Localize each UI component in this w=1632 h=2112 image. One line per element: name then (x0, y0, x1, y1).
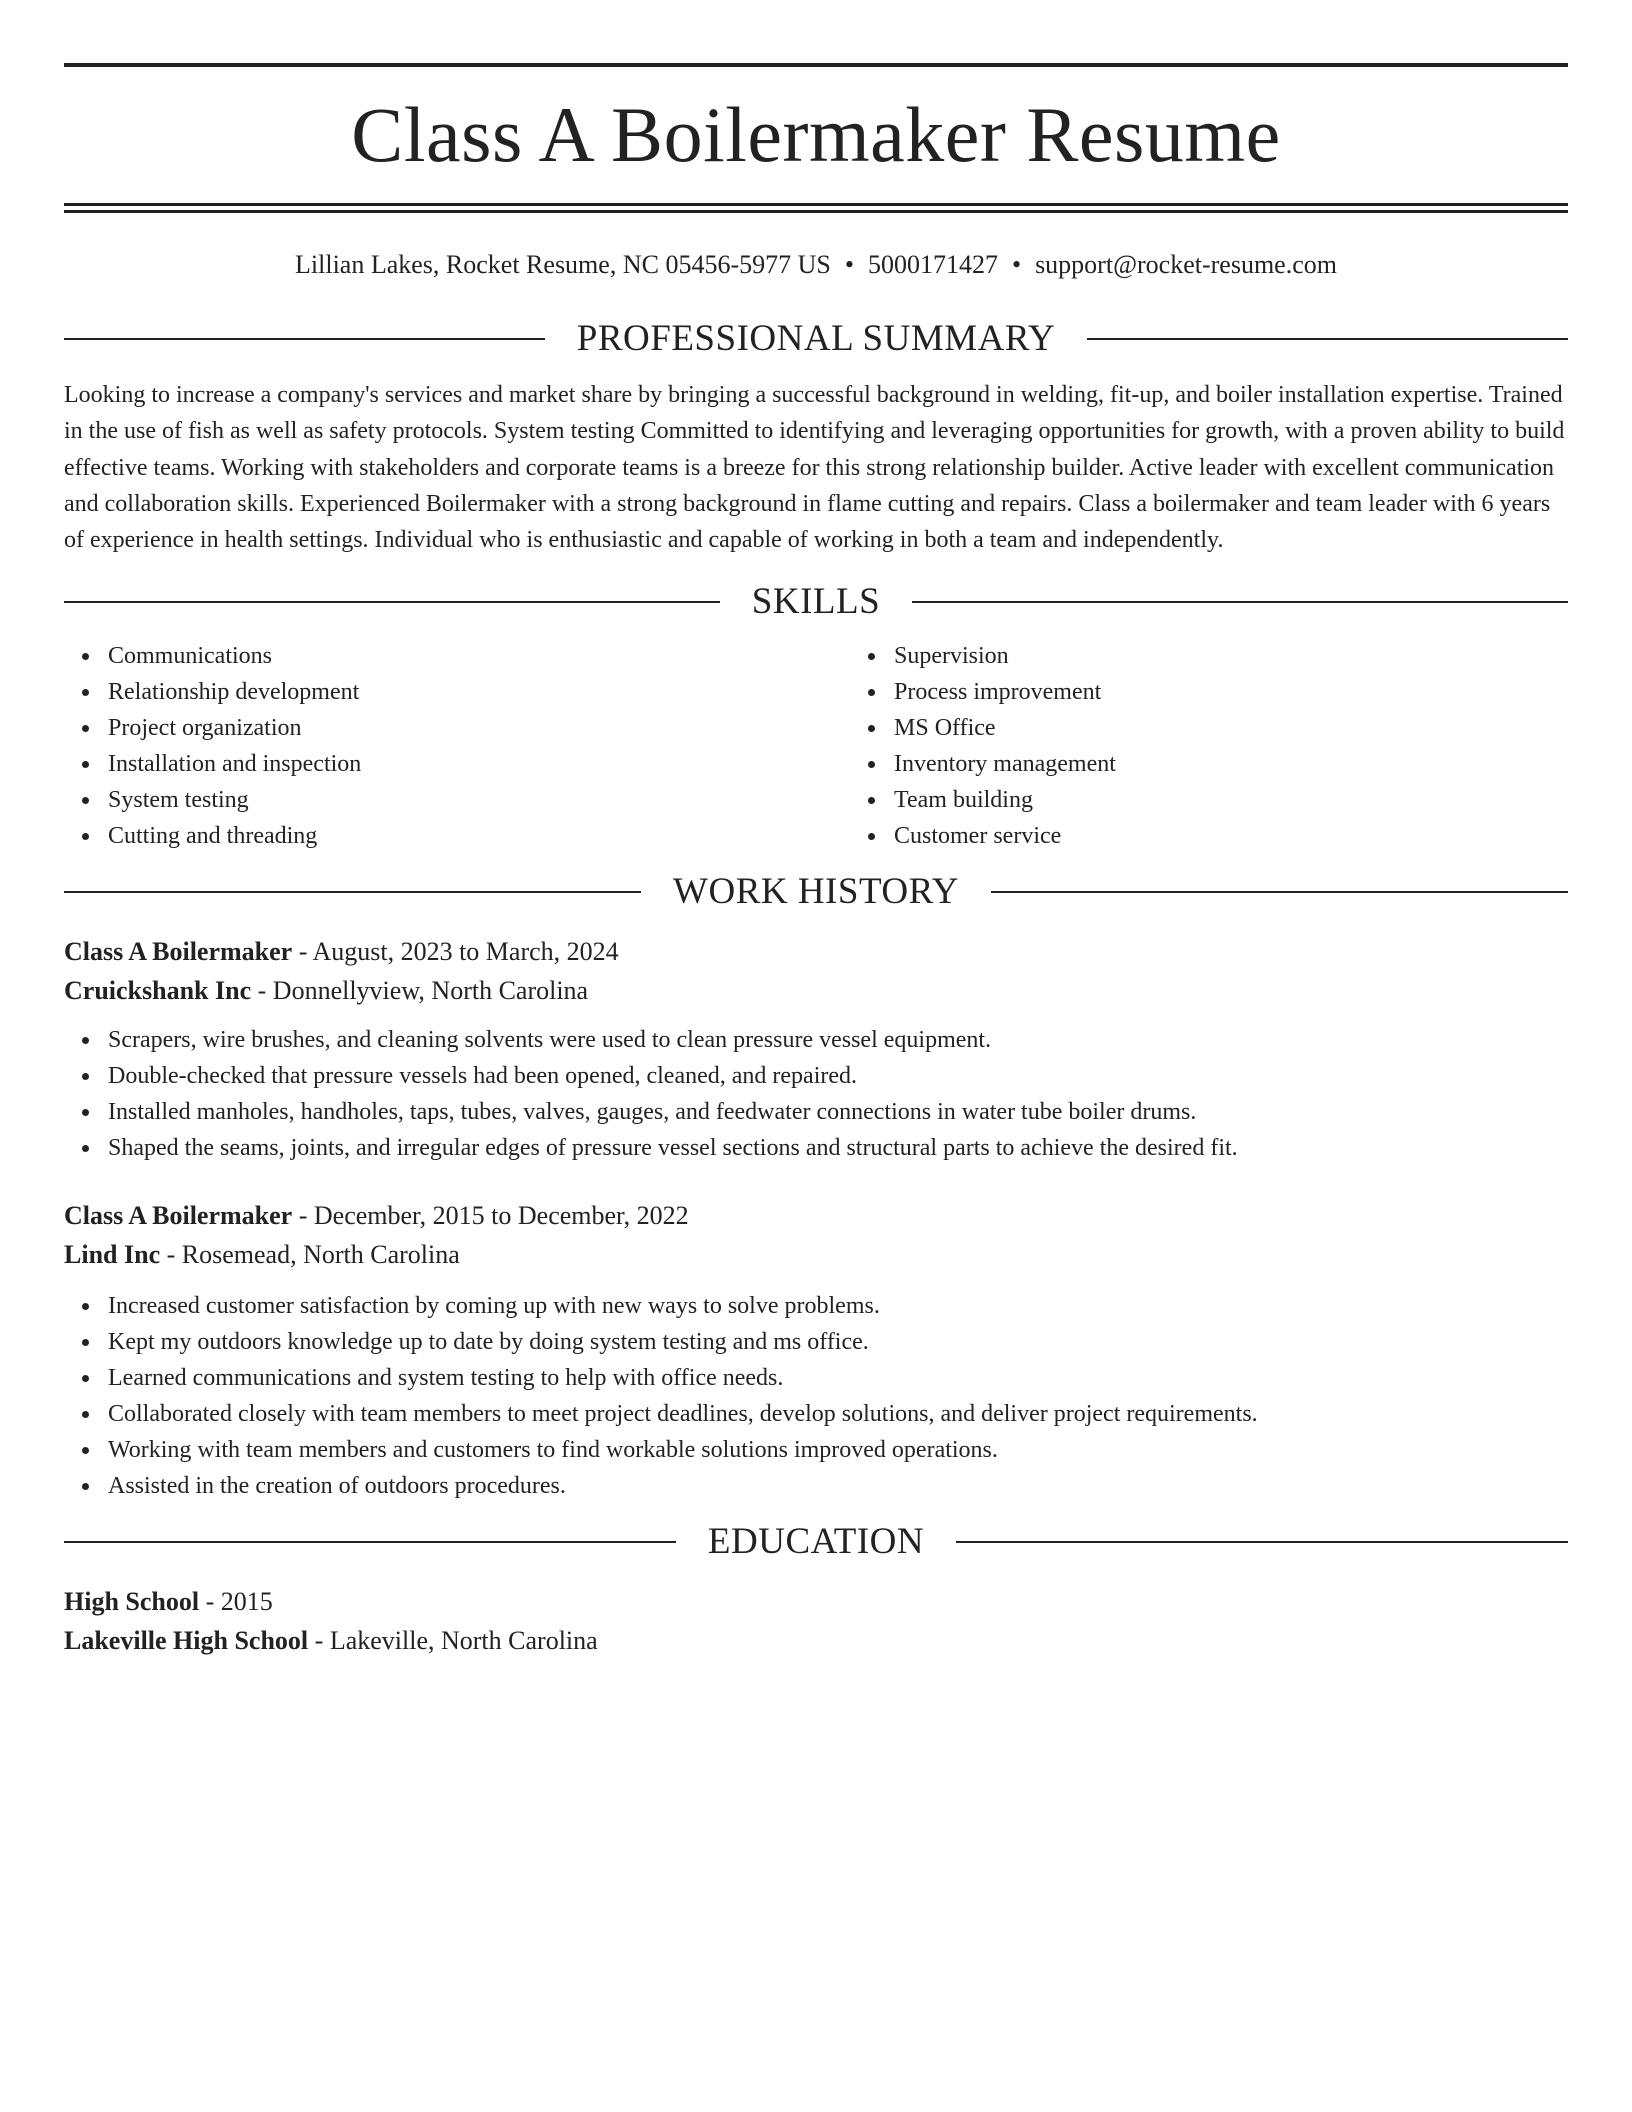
education-school: Lakeville High School (64, 1626, 309, 1656)
job-company-line: Lind Inc - Rosemead, North Carolina (64, 1240, 460, 1270)
document-title: Class A Boilermaker Resume (351, 91, 1281, 178)
section-rule-right (991, 891, 1568, 893)
job-bullets (64, 1288, 1568, 1504)
summary-section-header (64, 317, 1568, 361)
job-bullet: Working with team members and customers to find workable solutions improved operations. (108, 1432, 1568, 1468)
job-dates: December, 2015 to December, 2022 (313, 1201, 689, 1231)
section-title-summary: PROFESSIONAL SUMMARY (576, 318, 1056, 359)
job-bullets (64, 1022, 1568, 1166)
contact-line (64, 247, 1568, 283)
skills-section-header (64, 580, 1568, 624)
skill-item: Supervision (894, 638, 1568, 674)
work-section-header (64, 870, 1568, 914)
education-degree: High School (64, 1587, 200, 1617)
section-title-education: EDUCATION (707, 1521, 925, 1563)
education-location: Lakeville, North Carolina (329, 1626, 598, 1656)
job-entry (64, 932, 1568, 1166)
job-company: Lind Inc (64, 1240, 161, 1270)
skill-item: Installation and inspection (108, 746, 850, 782)
contact-address: Lillian Lakes, Rocket Resume, NC 05456-5977 US (295, 250, 831, 279)
contact-separator: • (1011, 250, 1022, 279)
skill-item: Project organization (108, 710, 850, 746)
summary-text: Looking to increase a company's services and market share by bringing a successful background in welding, fit-up, and boiler installation expertise. Trained in the use of fish as well as safety protocols. System testing Committed to identifying and leveraging opportunities for growth, with a proven ability to build effective teams. Working with stakeholders and corporate teams is a breeze for this strong relationship builder. Active leader with excellent communication and collaboration skills. Experienced Boilermaker with a strong background in flame cutting and repairs. Class a boilermaker and team leader with 6 years of experience in health settings. Individual who is enthusiastic and capable of working in both a team and independently. (64, 382, 1565, 554)
section-title-work-history: WORK HISTORY (673, 871, 959, 913)
education-year: 2015 (220, 1587, 273, 1617)
skill-item: Team building (894, 782, 1568, 818)
title-bottom-double-rule (64, 203, 1568, 213)
job-company-line: Cruickshank Inc - Donnellyview, North Carolina (64, 976, 589, 1006)
section-rule-right (912, 601, 1568, 603)
section-rule-right (1087, 338, 1568, 340)
contact-email: support@rocket-resume.com (1035, 250, 1337, 279)
job-bullet: Kept my outdoors knowledge up to date by doing system testing and ms office. (108, 1324, 1568, 1360)
contact-separator: • (844, 250, 854, 279)
job-bullet: Scrapers, wire brushes, and cleaning solvents were used to clean pressure vessel equipment. (108, 1022, 1568, 1058)
job-title: Class A Boilermaker (64, 1201, 293, 1231)
skill-item: Cutting and threading (108, 818, 850, 854)
section-rule-left (64, 1541, 676, 1543)
skill-item: MS Office (894, 710, 1568, 746)
section-rule-right (956, 1541, 1568, 1543)
contact-phone: 5000171427 (867, 250, 998, 279)
job-entry (64, 1196, 1568, 1504)
skill-item: Process improvement (894, 674, 1568, 710)
skills-list (64, 638, 1568, 854)
job-bullet: Increased customer satisfaction by coming up with new ways to solve problems. (108, 1288, 1568, 1324)
section-rule-left (64, 601, 720, 603)
section-title-skills: SKILLS (751, 581, 881, 623)
job-bullet: Assisted in the creation of outdoors procedures. (108, 1468, 1568, 1504)
title-block (64, 0, 1568, 213)
skill-item: Relationship development (108, 674, 850, 710)
job-bullet: Learned communications and system testing to help with office needs. (108, 1360, 1568, 1396)
skills-column-left (64, 638, 850, 854)
job-dates: August, 2023 to March, 2024 (312, 937, 619, 967)
job-title-line: Class A Boilermaker - December, 2015 to December, 2022 (64, 1201, 689, 1231)
skill-item: Customer service (894, 818, 1568, 854)
job-company: Cruickshank Inc (64, 976, 252, 1006)
education-school-line: Lakeville High School - Lakeville, North Carolina (64, 1626, 598, 1656)
education-section-header (64, 1520, 1568, 1564)
skills-column-right (850, 638, 1568, 854)
job-location: Donnellyview, North Carolina (272, 976, 589, 1006)
job-title-line: Class A Boilermaker - August, 2023 to March, 2024 (64, 937, 619, 967)
section-rule-left (64, 338, 545, 340)
job-location: Rosemead, North Carolina (181, 1240, 460, 1270)
job-bullet: Installed manholes, handholes, taps, tubes, valves, gauges, and feedwater connections in water tube boiler drums. (108, 1094, 1568, 1130)
job-bullet: Shaped the seams, joints, and irregular edges of pressure vessel sections and structural parts to achieve the desired fit. (108, 1130, 1568, 1166)
skill-item: System testing (108, 782, 850, 818)
skill-item: Inventory management (894, 746, 1568, 782)
education-degree-line: High School - 2015 (64, 1587, 273, 1617)
education-entry (64, 1582, 1568, 1660)
job-title: Class A Boilermaker (64, 937, 293, 967)
skill-item: Communications (108, 638, 850, 674)
section-rule-left (64, 891, 641, 893)
job-bullet: Collaborated closely with team members to meet project deadlines, develop solutions, and deliver project requirements. (108, 1396, 1568, 1432)
job-bullet: Double-checked that pressure vessels had been opened, cleaned, and repaired. (108, 1058, 1568, 1094)
